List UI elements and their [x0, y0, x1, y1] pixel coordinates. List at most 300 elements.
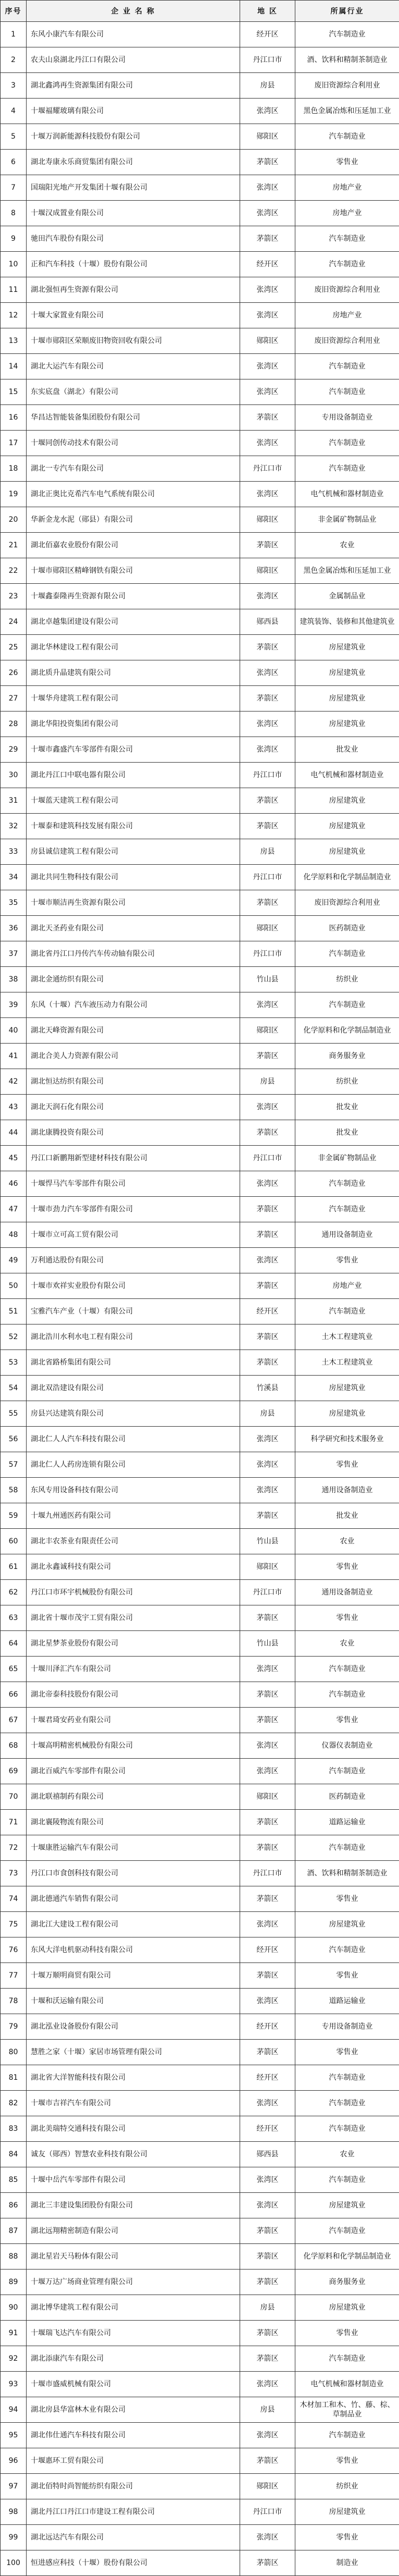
enterprise-name: 湖北博华建筑工程有限公司 — [27, 2295, 240, 2321]
table-row — [1, 1197, 399, 1222]
row-serial-number: 26 — [1, 660, 27, 686]
table-row — [1, 1376, 399, 1401]
row-serial-number: 16 — [1, 405, 27, 431]
row-serial-number: 69 — [1, 1759, 27, 1784]
region: 经开区 — [240, 2065, 295, 2091]
enterprise-name: 湖北鑫鸿再生资源集团有限公司 — [27, 73, 240, 99]
row-serial-number: 91 — [1, 2321, 27, 2346]
table-row — [1, 1554, 399, 1580]
row-serial-number: 20 — [1, 507, 27, 533]
region: 茅箭区 — [240, 226, 295, 252]
industry: 零售业 — [295, 150, 399, 175]
table-row — [1, 635, 399, 660]
industry: 废旧资源综合利用业 — [295, 277, 399, 303]
row-serial-number: 45 — [1, 1146, 27, 1171]
region: 张湾区 — [240, 737, 295, 763]
enterprise-name: 十堰君琦安药业有限公司 — [27, 1708, 240, 1733]
table-row — [1, 2116, 399, 2142]
row-serial-number: 74 — [1, 1886, 27, 1912]
row-serial-number: 6 — [1, 150, 27, 175]
enterprise-name: 湖北正奥比克希汽车电气系统有限公司 — [27, 482, 240, 507]
table-row — [1, 865, 399, 890]
industry: 房地产业 — [295, 1273, 399, 1299]
enterprise-name: 十堰泰和建筑科技发展有限公司 — [27, 814, 240, 839]
table-row — [1, 175, 399, 201]
region: 茅箭区 — [240, 1197, 295, 1222]
industry: 废旧资源综合利用业 — [295, 73, 399, 99]
region: 茅箭区 — [240, 2550, 295, 2576]
region: 丹江口市 — [240, 763, 295, 788]
region: 茅箭区 — [240, 1324, 295, 1350]
enterprise-name: 湖北大运汽车有限公司 — [27, 354, 240, 379]
table-row — [1, 1733, 399, 1759]
table-row — [1, 2091, 399, 2116]
table-row — [1, 1631, 399, 1657]
table-row — [1, 1605, 399, 1631]
enterprise-name: 湖北天峰资源有限公司 — [27, 1018, 240, 1044]
row-serial-number: 29 — [1, 737, 27, 763]
table-row — [1, 2218, 399, 2244]
header-industry: 所属行业 — [295, 1, 399, 22]
industry: 汽车制造业 — [295, 1299, 399, 1324]
industry: 房地产业 — [295, 201, 399, 226]
region: 茅箭区 — [240, 1503, 295, 1529]
row-serial-number: 65 — [1, 1657, 27, 1682]
enterprise-name: 十堰惠环工贸有限公司 — [27, 2448, 240, 2474]
region: 经开区 — [240, 2014, 295, 2040]
region: 张湾区 — [240, 1171, 295, 1197]
table-row — [1, 2244, 399, 2270]
table-row — [1, 2193, 399, 2218]
row-serial-number: 7 — [1, 175, 27, 201]
industry: 道路运输业 — [295, 1989, 399, 2014]
row-serial-number: 36 — [1, 916, 27, 941]
industry: 电气机械和器材制造业 — [295, 763, 399, 788]
enterprise-name: 十堰蓝天建筑工程有限公司 — [27, 788, 240, 814]
region: 经开区 — [240, 252, 295, 277]
region: 丹江口市 — [240, 1580, 295, 1605]
table-row — [1, 916, 399, 941]
table-row — [1, 1350, 399, 1376]
region: 张湾区 — [240, 1452, 295, 1478]
table-row — [1, 2014, 399, 2040]
row-serial-number: 61 — [1, 1554, 27, 1580]
region: 张湾区 — [240, 1478, 295, 1503]
region: 竹山县 — [240, 1529, 295, 1554]
table-row — [1, 456, 399, 482]
region: 茅箭区 — [240, 788, 295, 814]
table-row — [1, 558, 399, 584]
row-serial-number: 10 — [1, 252, 27, 277]
enterprise-name: 湖北卓越集团建设有限公司 — [27, 609, 240, 635]
region: 房县 — [240, 2397, 295, 2423]
table-row — [1, 2065, 399, 2091]
row-serial-number: 19 — [1, 482, 27, 507]
enterprise-name: 十堰市鑫盛汽车零部件有限公司 — [27, 737, 240, 763]
industry: 电气机械和器材制造业 — [295, 482, 399, 507]
region: 茅箭区 — [240, 2346, 295, 2372]
table-row — [1, 124, 399, 150]
region: 丹江口市 — [240, 47, 295, 73]
enterprise-name: 慧胜之家（十堰）家居市场管理有限公司 — [27, 2040, 240, 2065]
row-serial-number: 23 — [1, 584, 27, 609]
region: 茅箭区 — [240, 2321, 295, 2346]
region: 茅箭区 — [240, 2218, 295, 2244]
region: 郧阳区 — [240, 1554, 295, 1580]
table-row — [1, 1222, 399, 1248]
enterprise-name: 十堰市劲力汽车零部件有限公司 — [27, 1197, 240, 1222]
row-serial-number: 82 — [1, 2091, 27, 2116]
industry: 黑色金属冶炼和压延加工业 — [295, 99, 399, 124]
region: 经开区 — [240, 2116, 295, 2142]
enterprise-name: 十堰市吉祥汽车有限公司 — [27, 2091, 240, 2116]
table-row — [1, 2040, 399, 2065]
row-serial-number: 81 — [1, 2065, 27, 2091]
row-serial-number: 47 — [1, 1197, 27, 1222]
row-serial-number: 99 — [1, 2525, 27, 2550]
row-serial-number: 87 — [1, 2218, 27, 2244]
row-serial-number: 44 — [1, 1120, 27, 1146]
table-row — [1, 814, 399, 839]
table-row — [1, 1810, 399, 1835]
region: 张湾区 — [240, 992, 295, 1018]
industry: 汽车制造业 — [295, 354, 399, 379]
industry: 房屋建筑业 — [295, 788, 399, 814]
industry: 金属制品业 — [295, 584, 399, 609]
row-serial-number: 76 — [1, 1937, 27, 1963]
table-row — [1, 2397, 399, 2423]
enterprise-name: 华昌达智能装备集团股份有限公司 — [27, 405, 240, 431]
enterprise-name: 恒进感应科技（十堰）股份有限公司 — [27, 2550, 240, 2576]
industry: 零售业 — [295, 1248, 399, 1273]
row-serial-number: 17 — [1, 431, 27, 456]
row-serial-number: 18 — [1, 456, 27, 482]
industry: 汽车制造业 — [295, 1171, 399, 1197]
header-serial-number: 序号 — [1, 1, 27, 22]
table-row — [1, 2423, 399, 2448]
table-row — [1, 1273, 399, 1299]
row-serial-number: 71 — [1, 1810, 27, 1835]
industry: 土木工程建筑业 — [295, 1350, 399, 1376]
table-row — [1, 533, 399, 558]
enterprise-name: 湖北仁人人药房连锁有限公司 — [27, 1452, 240, 1478]
enterprise-name: 丹江口市食创科技有限公司 — [27, 1861, 240, 1886]
enterprise-name: 十堰市郧阳区荣顺废旧物资回收有限公司 — [27, 328, 240, 354]
enterprise-name: 湖北伟仕通汽车科技有限公司 — [27, 2423, 240, 2448]
enterprise-name: 十堰和沃运输有限公司 — [27, 1989, 240, 2014]
region: 丹江口市 — [240, 941, 295, 967]
enterprise-name: 东风大洋电机驱动科技有限公司 — [27, 1937, 240, 1963]
table-row — [1, 686, 399, 712]
industry: 通用设备制造业 — [295, 1580, 399, 1605]
industry: 纺织业 — [295, 967, 399, 992]
region: 房县 — [240, 1401, 295, 1427]
table-row — [1, 2346, 399, 2372]
row-serial-number: 5 — [1, 124, 27, 150]
enterprise-name: 湖北襄陵物流有限公司 — [27, 1810, 240, 1835]
table-row — [1, 1095, 399, 1120]
enterprise-name: 湖北仁人人汽车科技有限公司 — [27, 1427, 240, 1452]
enterprise-name: 十堰汉成置业有限公司 — [27, 201, 240, 226]
industry: 专用设备制造业 — [295, 2014, 399, 2040]
industry: 科学研究和技术服务业 — [295, 1427, 399, 1452]
enterprise-name: 湖北百威汽车零部件有限公司 — [27, 1759, 240, 1784]
region: 茅箭区 — [240, 1222, 295, 1248]
row-serial-number: 34 — [1, 865, 27, 890]
table-row — [1, 482, 399, 507]
enterprise-name: 湖北三丰建设集团股份有限公司 — [27, 2193, 240, 2218]
table-row — [1, 941, 399, 967]
region: 丹江口市 — [240, 1146, 295, 1171]
table-row — [1, 99, 399, 124]
row-serial-number: 60 — [1, 1529, 27, 1554]
industry: 化学原料和化学制品制造业 — [295, 865, 399, 890]
industry: 汽车制造业 — [295, 941, 399, 967]
industry: 汽车制造业 — [295, 2167, 399, 2193]
row-serial-number: 70 — [1, 1784, 27, 1810]
enterprise-name: 湖北省十堰市茂宇工贸有限公司 — [27, 1605, 240, 1631]
enterprise-name: 十堰市立可高工贸有限公司 — [27, 1222, 240, 1248]
industry: 农业 — [295, 1631, 399, 1657]
table-row — [1, 839, 399, 865]
industry: 汽车制造业 — [295, 2091, 399, 2116]
table-row — [1, 405, 399, 431]
enterprise-name: 丹江口市环宇机械股份有限公司 — [27, 1580, 240, 1605]
enterprise-name: 湖北天润石化有限公司 — [27, 1095, 240, 1120]
enterprise-name: 湖北康腾投资有限公司 — [27, 1120, 240, 1146]
row-serial-number: 72 — [1, 1835, 27, 1861]
row-serial-number: 41 — [1, 1044, 27, 1069]
industry: 酒、饮料和精制茶制造业 — [295, 1861, 399, 1886]
enterprise-name: 湖北华阳投资集团有限公司 — [27, 712, 240, 737]
table-row — [1, 1478, 399, 1503]
industry: 汽车制造业 — [295, 431, 399, 456]
region: 房县 — [240, 73, 295, 99]
enterprise-name: 十堰市顺洁再生资源有限公司 — [27, 890, 240, 916]
row-serial-number: 54 — [1, 1376, 27, 1401]
table-row — [1, 328, 399, 354]
region: 茅箭区 — [240, 890, 295, 916]
enterprise-name: 东风（十堰）汽车液压动力有限公司 — [27, 992, 240, 1018]
region: 茅箭区 — [240, 1682, 295, 1708]
table-row — [1, 584, 399, 609]
table-row — [1, 1759, 399, 1784]
row-serial-number: 8 — [1, 201, 27, 226]
industry: 专用设备制造业 — [295, 405, 399, 431]
table-row — [1, 788, 399, 814]
table-row — [1, 1120, 399, 1146]
table-row — [1, 1784, 399, 1810]
row-serial-number: 11 — [1, 277, 27, 303]
industry: 汽车制造业 — [295, 2218, 399, 2244]
region: 茅箭区 — [240, 1886, 295, 1912]
table-row — [1, 47, 399, 73]
enterprise-name: 十堰中岳汽车零部件有限公司 — [27, 2167, 240, 2193]
row-serial-number: 43 — [1, 1095, 27, 1120]
table-row — [1, 1324, 399, 1350]
region: 张湾区 — [240, 175, 295, 201]
row-serial-number: 15 — [1, 379, 27, 405]
industry: 汽车制造业 — [295, 1682, 399, 1708]
region: 张湾区 — [240, 1733, 295, 1759]
table-row — [1, 2448, 399, 2474]
table-row — [1, 2321, 399, 2346]
industry: 化学原料和化学制品制造业 — [295, 2244, 399, 2270]
industry: 零售业 — [295, 1708, 399, 1733]
region: 郧阳区 — [240, 507, 295, 533]
enterprise-name: 湖北丹江口中联电器有限公司 — [27, 763, 240, 788]
region: 丹江口市 — [240, 2499, 295, 2525]
row-serial-number: 50 — [1, 1273, 27, 1299]
region: 茅箭区 — [240, 2448, 295, 2474]
row-serial-number: 62 — [1, 1580, 27, 1605]
table-header — [1, 1, 399, 22]
table-row — [1, 507, 399, 533]
row-serial-number: 21 — [1, 533, 27, 558]
row-serial-number: 80 — [1, 2040, 27, 2065]
row-serial-number: 66 — [1, 1682, 27, 1708]
row-serial-number: 2 — [1, 47, 27, 73]
region: 张湾区 — [240, 277, 295, 303]
region: 竹山县 — [240, 1631, 295, 1657]
enterprise-name: 十堰瑞飞达汽车有限公司 — [27, 2321, 240, 2346]
row-serial-number: 14 — [1, 354, 27, 379]
row-serial-number: 75 — [1, 1912, 27, 1937]
region: 张湾区 — [240, 2091, 295, 2116]
enterprise-name: 十堰悍马汽车零部件有限公司 — [27, 1171, 240, 1197]
enterprise-name: 宝雅汽车产业（十堰）有限公司 — [27, 1299, 240, 1324]
row-serial-number: 46 — [1, 1171, 27, 1197]
table-row — [1, 1171, 399, 1197]
row-serial-number: 13 — [1, 328, 27, 354]
region: 张湾区 — [240, 1759, 295, 1784]
row-serial-number: 37 — [1, 941, 27, 967]
row-serial-number: 78 — [1, 1989, 27, 2014]
row-serial-number: 38 — [1, 967, 27, 992]
region: 张湾区 — [240, 431, 295, 456]
region: 茅箭区 — [240, 1835, 295, 1861]
row-serial-number: 93 — [1, 2372, 27, 2397]
industry: 汽车制造业 — [295, 2065, 399, 2091]
region: 张湾区 — [240, 584, 295, 609]
region: 张湾区 — [240, 1989, 295, 2014]
region: 张湾区 — [240, 2372, 295, 2397]
header-enterprise-name: 企 业 名 称 — [27, 1, 240, 22]
enterprise-name: 十堰万达广场商业管理有限公司 — [27, 2270, 240, 2295]
enterprise-name: 东实底盘（湖北）有限公司 — [27, 379, 240, 405]
enterprise-name: 湖北金通纺织有限公司 — [27, 967, 240, 992]
table-row — [1, 2372, 399, 2397]
region: 丹江口市 — [240, 1861, 295, 1886]
industry: 废旧资源综合利用业 — [295, 890, 399, 916]
region: 茅箭区 — [240, 1120, 295, 1146]
enterprise-name: 华新金龙水泥（郧县）有限公司 — [27, 507, 240, 533]
industry: 批发业 — [295, 737, 399, 763]
enterprise-name: 湖北华林建设工程有限公司 — [27, 635, 240, 660]
table-row — [1, 1861, 399, 1886]
row-serial-number: 59 — [1, 1503, 27, 1529]
industry: 零售业 — [295, 1554, 399, 1580]
region: 张湾区 — [240, 2525, 295, 2550]
industry: 通用设备制造业 — [295, 1478, 399, 1503]
region: 茅箭区 — [240, 1273, 295, 1299]
enterprise-name: 湖北丰农茶业有限责任公司 — [27, 1529, 240, 1554]
table-row — [1, 1299, 399, 1324]
industry: 零售业 — [295, 1452, 399, 1478]
enterprise-name: 房县兴达建筑有限公司 — [27, 1401, 240, 1427]
industry: 房屋建筑业 — [295, 635, 399, 660]
table-row — [1, 1682, 399, 1708]
region: 张湾区 — [240, 201, 295, 226]
enterprise-name: 湖北房县华富林木业有限公司 — [27, 2397, 240, 2423]
enterprise-name: 十堰鑫泰隆再生资源有限公司 — [27, 584, 240, 609]
region: 经开区 — [240, 22, 295, 47]
table-row — [1, 1146, 399, 1171]
industry: 汽车制造业 — [295, 1759, 399, 1784]
table-row — [1, 2295, 399, 2321]
row-serial-number: 92 — [1, 2346, 27, 2372]
row-serial-number: 1 — [1, 22, 27, 47]
row-serial-number: 52 — [1, 1324, 27, 1350]
row-serial-number: 73 — [1, 1861, 27, 1886]
table-row — [1, 431, 399, 456]
region: 张湾区 — [240, 2423, 295, 2448]
region: 茅箭区 — [240, 1044, 295, 1069]
table-row — [1, 2499, 399, 2525]
industry: 医药制造业 — [295, 1784, 399, 1810]
row-serial-number: 30 — [1, 763, 27, 788]
industry: 房屋建筑业 — [295, 660, 399, 686]
row-serial-number: 31 — [1, 788, 27, 814]
enterprise-name: 湖北丹江口丹江口市建设工程有限公司 — [27, 2499, 240, 2525]
industry: 医药制造业 — [295, 916, 399, 941]
enterprise-name: 东风小康汽车有限公司 — [27, 22, 240, 47]
industry: 批发业 — [295, 1503, 399, 1529]
region: 茅箭区 — [240, 2270, 295, 2295]
industry: 建筑装饰、装修和其他建筑业 — [295, 609, 399, 635]
region: 茅箭区 — [240, 1708, 295, 1733]
table-row — [1, 73, 399, 99]
table-row — [1, 1452, 399, 1478]
region: 茅箭区 — [240, 1350, 295, 1376]
table-row — [1, 737, 399, 763]
industry: 汽车制造业 — [295, 1657, 399, 1682]
enterprise-name: 湖北浩川水利水电工程有限公司 — [27, 1324, 240, 1350]
header-row — [1, 1, 399, 22]
enterprise-name: 湖北美瑞特交通科技有限公司 — [27, 2116, 240, 2142]
row-serial-number: 55 — [1, 1401, 27, 1427]
industry: 土木工程建筑业 — [295, 1324, 399, 1350]
table-row — [1, 2142, 399, 2167]
enterprise-name: 十堰福耀玻璃有限公司 — [27, 99, 240, 124]
row-serial-number: 67 — [1, 1708, 27, 1733]
table-row — [1, 201, 399, 226]
region: 郧阳区 — [240, 328, 295, 354]
row-serial-number: 86 — [1, 2193, 27, 2218]
enterprise-name: 湖北德通汽车销售有限公司 — [27, 1886, 240, 1912]
region: 张湾区 — [240, 1912, 295, 1937]
row-serial-number: 96 — [1, 2448, 27, 2474]
table-row — [1, 1580, 399, 1605]
enterprise-name: 湖北天圣药业有限公司 — [27, 916, 240, 941]
table-row — [1, 226, 399, 252]
enterprise-name: 湖北省大洋智能科技有限公司 — [27, 2065, 240, 2091]
row-serial-number: 42 — [1, 1069, 27, 1095]
row-serial-number: 88 — [1, 2244, 27, 2270]
region: 郧阳区 — [240, 1784, 295, 1810]
region: 张湾区 — [240, 2167, 295, 2193]
industry: 化学原料和化学制品制造业 — [295, 1018, 399, 1044]
